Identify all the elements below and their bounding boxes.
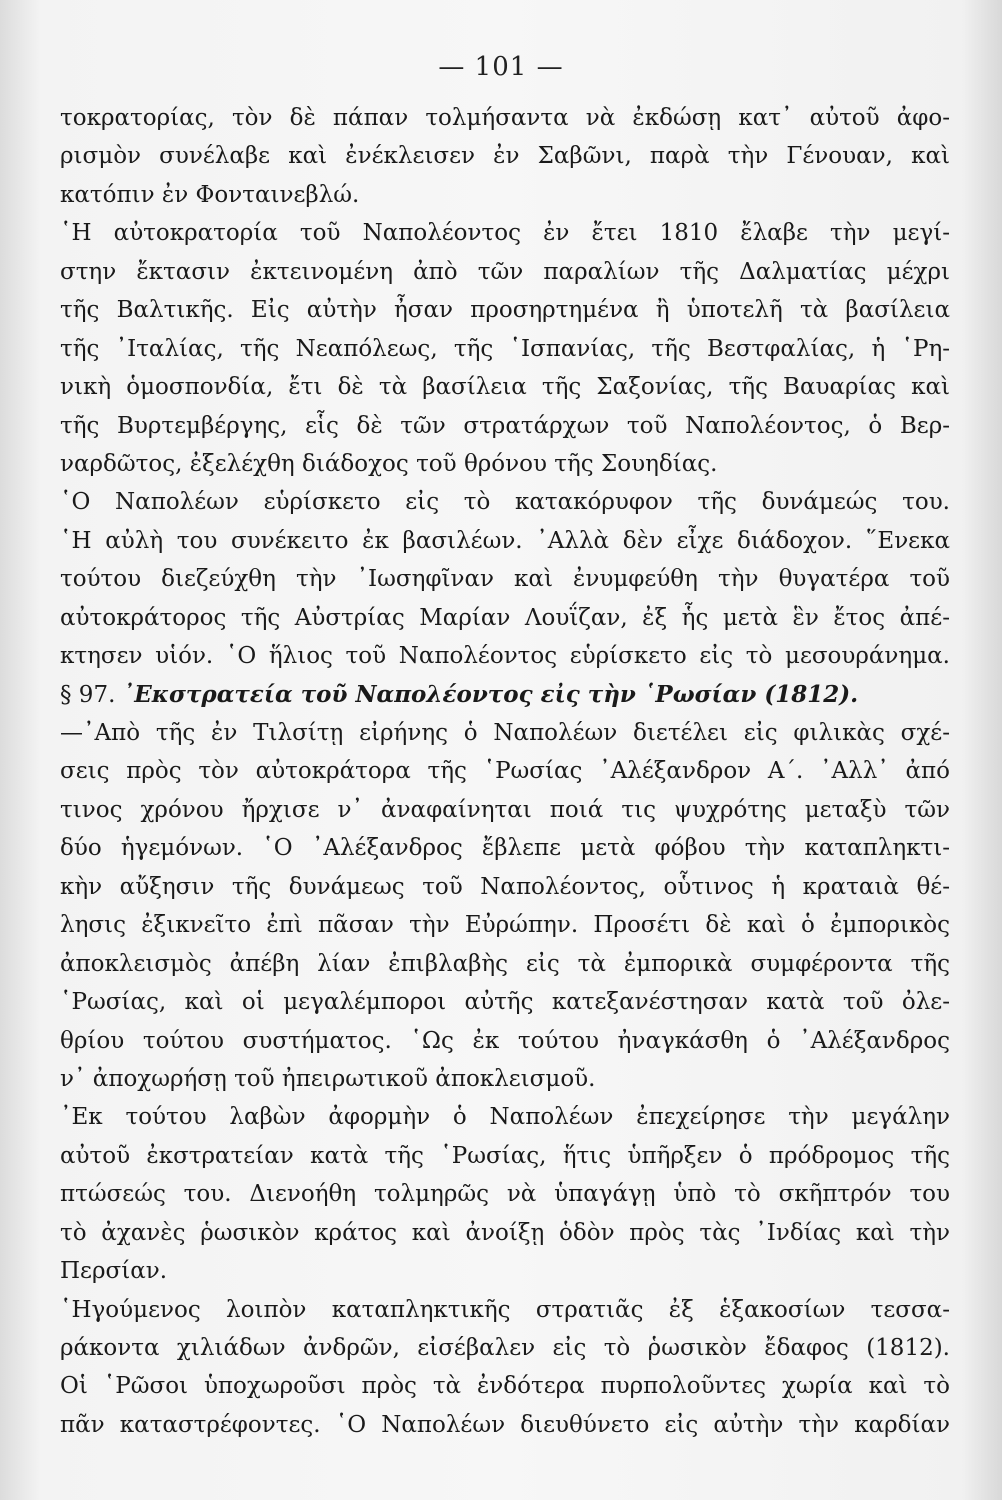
body-text xyxy=(60,99,950,1444)
text-line: σεις πρὸς τὸν αὐτοκράτορα τῆς ῾Ρωσίας ᾿Αλέξανδρον Α΄. ᾿Αλλ᾽ ἀπό xyxy=(60,758,950,785)
text-line: θρίου τούτου συστήματος. ῾Ως ἐκ τούτου ἠναγκάσθη ὁ ᾿Αλέξανδρος xyxy=(60,1027,950,1054)
text-line: ῾Ο Ναπολέων εὑρίσκετο εἰς τὸ κατακόρυφον τῆς δυνάμεώς του. xyxy=(60,489,950,516)
text-line: τοκρατορίας, τὸν δὲ πάπαν τολμήσαντα νὰ ἐκδώσῃ κατ᾽ αὐτοῦ ἀφο- xyxy=(60,105,950,131)
section-number: § 97. xyxy=(60,681,116,708)
text-line: Περσίαν. xyxy=(60,1258,168,1285)
text-line: ναρδῶτος, ἐξελέχθη διάδοχος τοῦ θρόνου τῆς Σουηδίας. xyxy=(60,450,718,477)
text-line: ρισμὸν συνέλαβε καὶ ἐνέκλεισεν ἐν Σαβῶνι, παρὰ τὴν Γένουαν, καὶ xyxy=(60,143,950,170)
text-line: ῾Η αὐτοκρατορία τοῦ Ναπολέοντος ἐν ἔτει 1810 ἔλαβε τὴν μεγί- xyxy=(60,220,950,247)
text-line: Οἱ ῾Ρῶσοι ὑποχωροῦσι πρὸς τὰ ἐνδότερα πυρπολοῦντες χωρία καὶ τὸ xyxy=(60,1373,950,1400)
text-line: λησις ἐξικνεῖτο ἐπὶ πᾶσαν τὴν Εὐρώπην. Προσέτι δὲ καὶ ὁ ἐμπορικὸς xyxy=(60,912,950,939)
section-title: ᾿Εκστρατεία τοῦ Ναπολέοντος εἰς τὴν ῾Ρωσίαν (1812). xyxy=(122,680,859,708)
text-line: νικὴ ὁμοσπονδία, ἔτι δὲ τὰ βασίλεια τῆς Σαξονίας, τῆς Βαυαρίας καὶ xyxy=(60,374,950,401)
text-line: —᾿Απὸ τῆς ἐν Τιλσίτῃ εἰρήνης ὁ Ναπολέων διετέλει εἰς φιλικὰς σχέ- xyxy=(60,720,950,746)
text-line: πᾶν καταστρέφοντες. ῾Ο Ναπολέων διευθύνετο εἰς αὐτὴν τὴν καρδίαν xyxy=(60,1411,950,1438)
text-line: δύο ἡγεμόνων. ῾Ο ᾿Αλέξανδρος ἔβλεπε μετὰ φόβου τὴν καταπληκτι- xyxy=(60,835,950,862)
text-line: τὸ ἀχανὲς ῥωσικὸν κράτος καὶ ἀνοίξῃ ὁδὸν πρὸς τὰς ᾿Ινδίας καὶ τὴν xyxy=(60,1219,950,1246)
text-line: ράκοντα χιλιάδων ἀνδρῶν, εἰσέβαλεν εἰς τὸ ῥωσικὸν ἔδαφος (1812). xyxy=(60,1335,950,1361)
text-line: αὐτοῦ ἐκστρατείαν κατὰ τῆς ῾Ρωσίας, ἥτις ὑπῆρξεν ὁ πρόδρομος τῆς xyxy=(60,1142,950,1169)
text-line: αὐτοκράτορος τῆς Αὐστρίας Μαρίαν Λουΐζαν, ἐξ ἧς μετὰ ἓν ἔτος ἀπέ- xyxy=(60,604,950,631)
text-line: τούτου διεζεύχθη τὴν ᾿Ιωσηφῖναν καὶ ἐνυμφεύθη τὴν θυγατέρα τοῦ xyxy=(60,566,950,593)
text-line: τῆς ᾿Ιταλίας, τῆς Νεαπόλεως, τῆς ῾Ισπανίας, τῆς Βεστφαλίας, ἡ ῾Ρη- xyxy=(60,335,950,362)
text-line: τινος χρόνου ἤρχισε ν᾽ ἀναφαίνηται ποιά τις ψυχρότης μεταξὺ τῶν xyxy=(60,796,950,823)
text-line: ἀποκλεισμὸς ἀπέβη λίαν ἐπιβλαβὴς εἰς τὰ ἐμπορικὰ συμφέροντα τῆς xyxy=(60,950,950,977)
text-line: τῆς Βαλτικῆς. Εἰς αὐτὴν ἦσαν προσηρτημένα ἢ ὑποτελῆ τὰ βασίλεια xyxy=(60,297,950,324)
text-line: στην ἔκτασιν ἐκτεινομένη ἀπὸ τῶν παραλίων τῆς Δαλματίας μέχρι xyxy=(60,258,950,285)
text-line: πτώσεώς του. Διενοήθη τολμηρῶς νὰ ὑπαγάγῃ ὑπὸ τὸ σκῆπτρόν του xyxy=(60,1181,950,1208)
text-line: ᾿Εκ τούτου λαβὼν ἀφορμὴν ὁ Ναπολέων ἐπεχείρησε τὴν μεγάλην xyxy=(60,1104,950,1131)
text-line: κτησεν υἱόν. ῾Ο ἥλιος τοῦ Ναπολέοντος εὑρίσκετο εἰς τὸ μεσουράνημα. xyxy=(60,643,950,670)
text-line: ῾Ηγούμενος λοιπὸν καταπληκτικῆς στρατιᾶς ἐξ ἑξακοσίων τεσσα- xyxy=(60,1296,950,1323)
text-line: τῆς Βυρτεμβέργης, εἷς δὲ τῶν στρατάρχων τοῦ Ναπολέοντος, ὁ Βερ- xyxy=(60,412,950,439)
section-heading-line xyxy=(60,676,950,714)
text-line: ῾Ρωσίας, καὶ οἱ μεγαλέμποροι αὐτῆς κατεξανέστησαν κατὰ τοῦ ὀλε- xyxy=(60,989,950,1016)
text-line: κὴν αὔξησιν τῆς δυνάμεως τοῦ Ναπολέοντος, οὗτινος ἡ κραταιὰ θέ- xyxy=(60,873,950,900)
page-number: — 101 — xyxy=(438,52,564,82)
text-line: κατόπιν ἐν Φονταινεβλώ. xyxy=(60,181,360,208)
text-line: ῾Η αὐλὴ του συνέκειτο ἐκ βασιλέων. ᾿Αλλὰ δὲν εἶχε διάδοχον. ῞Ενεκα xyxy=(60,527,950,554)
text-line: ν᾽ ἀποχωρήσῃ τοῦ ἠπειρωτικοῦ ἀποκλεισμοῦ. xyxy=(60,1065,596,1092)
